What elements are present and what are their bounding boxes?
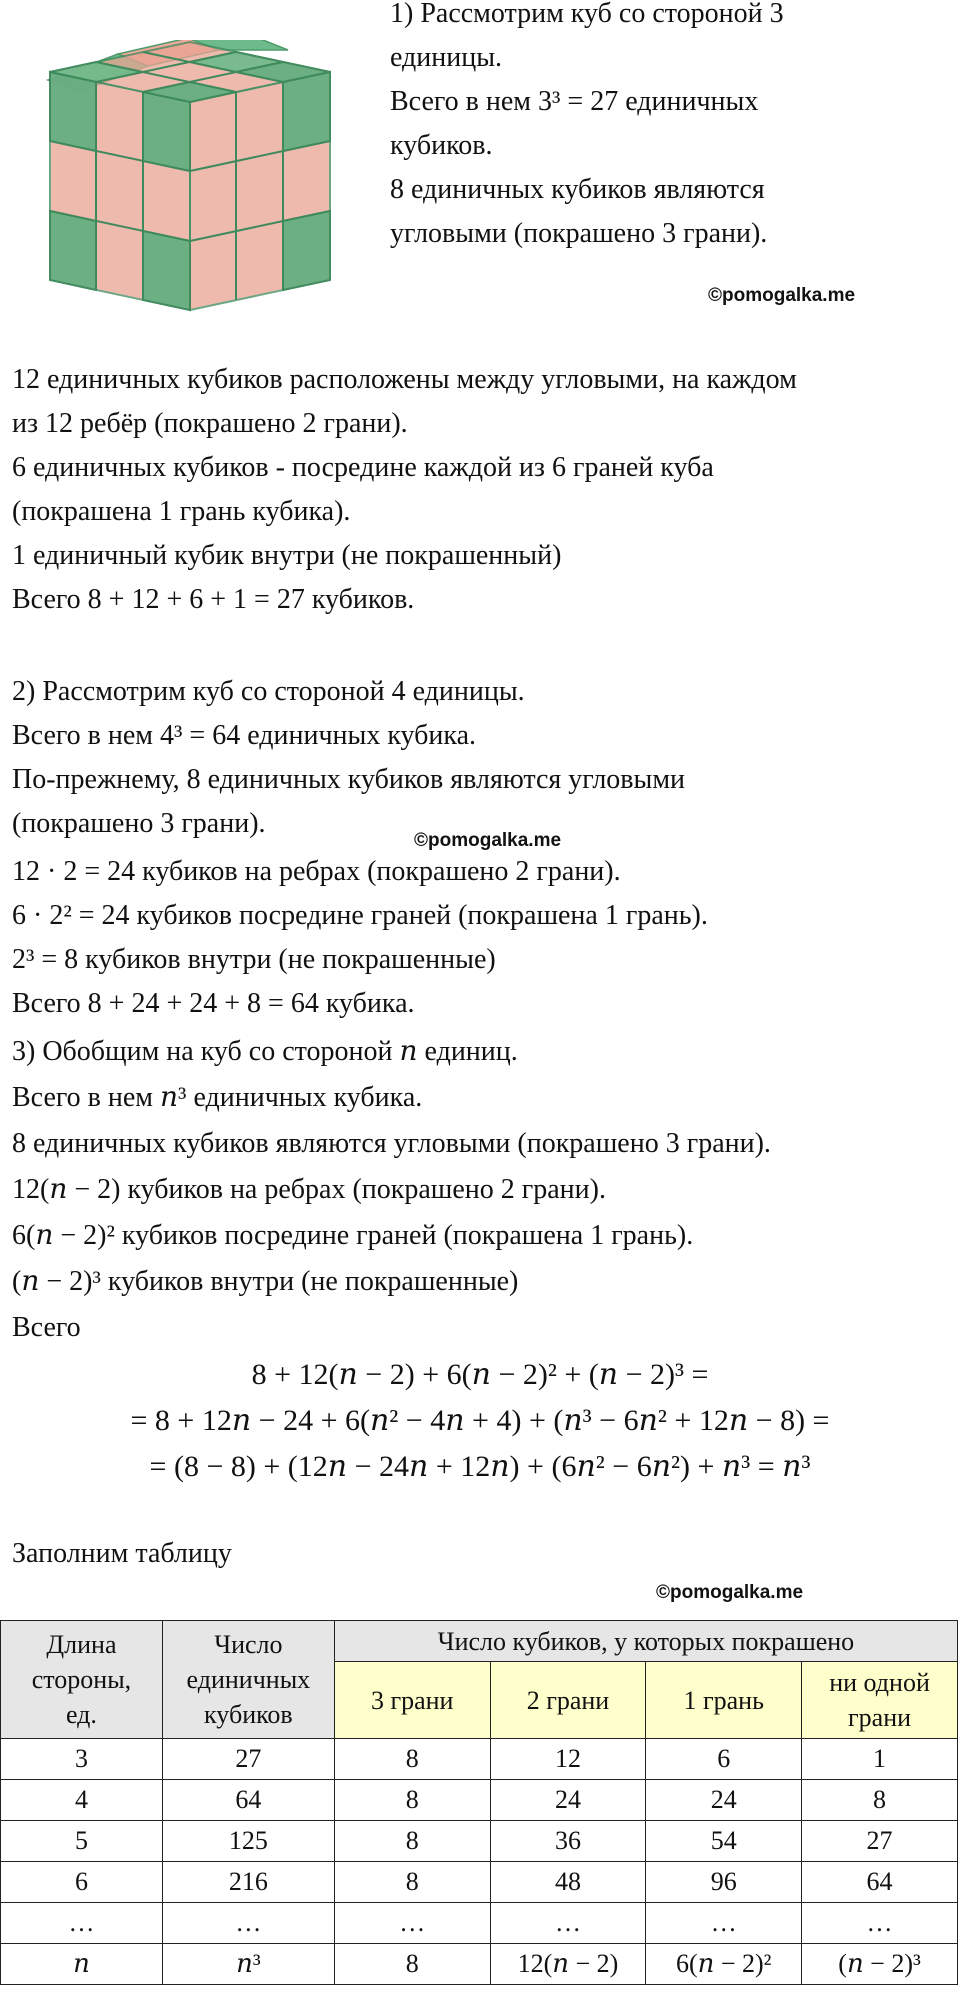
cell: 64	[162, 1780, 334, 1821]
text-line: из 12 ребёр (покрашено 2 грани).	[12, 408, 408, 439]
cell: 12	[490, 1739, 646, 1780]
intro-line: 1) Рассмотрим куб со стороной 3	[390, 0, 784, 29]
text-line: Всего в нем 𝑛³ единичных кубика.	[12, 1082, 423, 1113]
text-line: 6 · 2² = 24 кубиков посредине граней (покрашена 1 грань).	[12, 900, 708, 931]
results-table	[0, 1620, 958, 1985]
text-line: (покрашено 3 грани).	[12, 808, 266, 839]
cell: 96	[646, 1862, 802, 1903]
header-unit-count: Число единичных кубиков	[162, 1621, 334, 1739]
cell: 27	[162, 1739, 334, 1780]
cell: 8	[334, 1780, 490, 1821]
cell: 8	[334, 1739, 490, 1780]
cell: 6	[646, 1739, 802, 1780]
cell: …	[646, 1903, 802, 1944]
text-line: 12 единичных кубиков расположены между угловыми, на каждом	[12, 364, 797, 395]
cell: 6	[1, 1862, 163, 1903]
table-row	[1, 1903, 958, 1944]
text-line: (покрашена 1 грань кубика).	[12, 496, 351, 527]
text-line: 12(𝑛 − 2) кубиков на ребрах (покрашено 2 грани).	[12, 1174, 606, 1205]
text-line: 1 единичный кубик внутри (не покрашенный)	[12, 540, 562, 571]
cell: 24	[646, 1780, 802, 1821]
cube-illustration	[40, 40, 340, 340]
intro-line: единицы.	[390, 42, 503, 73]
text-line: Всего 8 + 24 + 24 + 8 = 64 кубика.	[12, 988, 415, 1019]
text-line: 6(𝑛 − 2)² кубиков посредине граней (покрашена 1 грань).	[12, 1220, 694, 1251]
intro-line: 8 единичных кубиков являются	[390, 174, 765, 205]
cell: (𝑛 − 2)³	[802, 1944, 958, 1985]
header-2-faces: 2 грани	[490, 1662, 646, 1739]
cell: 8	[802, 1780, 958, 1821]
cell: 24	[490, 1780, 646, 1821]
table-row	[1, 1944, 958, 1985]
cell: …	[802, 1903, 958, 1944]
watermark: ©pomogalka.me	[708, 285, 856, 306]
watermark: ©pomogalka.me	[656, 1582, 804, 1603]
text-line: 2) Рассмотрим куб со стороной 4 единицы.	[12, 676, 525, 707]
equation-line: = 8 + 12𝑛 − 24 + 6(𝑛² − 4𝑛 + 4) + (𝑛³ − 6𝑛² + 12𝑛 − 8) =	[130, 1404, 830, 1437]
cell: …	[334, 1903, 490, 1944]
watermark: ©pomogalka.me	[414, 830, 562, 851]
text-line: 3) Обобщим на куб со стороной 𝑛 единиц.	[12, 1036, 518, 1067]
table-row	[1, 1862, 958, 1903]
text-line: 12 · 2 = 24 кубиков на ребрах (покрашено 2 грани).	[12, 856, 621, 887]
text-line: 6 единичных кубиков - посредине каждой из 6 граней куба	[12, 452, 714, 483]
table-header-row	[1, 1621, 958, 1662]
text-line: Всего	[12, 1312, 81, 1343]
equation-line: 8 + 12(𝑛 − 2) + 6(𝑛 − 2)² + (𝑛 − 2)³ =	[251, 1358, 709, 1391]
cell: 12(𝑛 − 2)	[490, 1944, 646, 1985]
cell: 8	[334, 1821, 490, 1862]
equation-line: = (8 − 8) + (12𝑛 − 24𝑛 + 12𝑛) + (6𝑛² − 6𝑛²) + 𝑛³ = 𝑛³	[149, 1450, 811, 1483]
cell: …	[1, 1903, 163, 1944]
header-painted-group: Число кубиков, у которых покрашено	[334, 1621, 957, 1662]
cell: 216	[162, 1862, 334, 1903]
cell: 48	[490, 1862, 646, 1903]
intro-line: угловыми (покрашено 3 грани).	[390, 218, 768, 249]
cell: …	[490, 1903, 646, 1944]
cell: 6(𝑛 − 2)²	[646, 1944, 802, 1985]
text-line: 2³ = 8 кубиков внутри (не покрашенные)	[12, 944, 496, 975]
cell: 54	[646, 1821, 802, 1862]
intro-line: кубиков.	[390, 130, 493, 161]
intro-line: Всего в нем 3³ = 27 единичных	[390, 86, 759, 117]
text-line: Всего 8 + 12 + 6 + 1 = 27 кубиков.	[12, 584, 415, 615]
cell: 27	[802, 1821, 958, 1862]
header-1-face: 1 грань	[646, 1662, 802, 1739]
cell: 5	[1, 1821, 163, 1862]
cell: 𝑛	[1, 1944, 163, 1985]
cell: 8	[334, 1862, 490, 1903]
cell: 4	[1, 1780, 163, 1821]
cell: 125	[162, 1821, 334, 1862]
cell: 𝑛³	[162, 1944, 334, 1985]
table-row	[1, 1739, 958, 1780]
table-intro: Заполним таблицу	[12, 1538, 232, 1569]
text-line: (𝑛 − 2)³ кубиков внутри (не покрашенные)	[12, 1266, 519, 1297]
header-3-faces: 3 грани	[334, 1662, 490, 1739]
header-no-faces: ни одной грани	[802, 1662, 958, 1739]
cell: 3	[1, 1739, 163, 1780]
table-row	[1, 1780, 958, 1821]
header-side-length: Длина стороны, ед.	[1, 1621, 163, 1739]
text-line: Всего в нем 4³ = 64 единичных кубика.	[12, 720, 477, 751]
cell: 36	[490, 1821, 646, 1862]
text-line: По-прежнему, 8 единичных кубиков являются угловыми	[12, 764, 686, 795]
text-line: 8 единичных кубиков являются угловыми (покрашено 3 грани).	[12, 1128, 771, 1159]
table-row	[1, 1821, 958, 1862]
cell: …	[162, 1903, 334, 1944]
cell: 1	[802, 1739, 958, 1780]
cell: 8	[334, 1944, 490, 1985]
cell: 64	[802, 1862, 958, 1903]
